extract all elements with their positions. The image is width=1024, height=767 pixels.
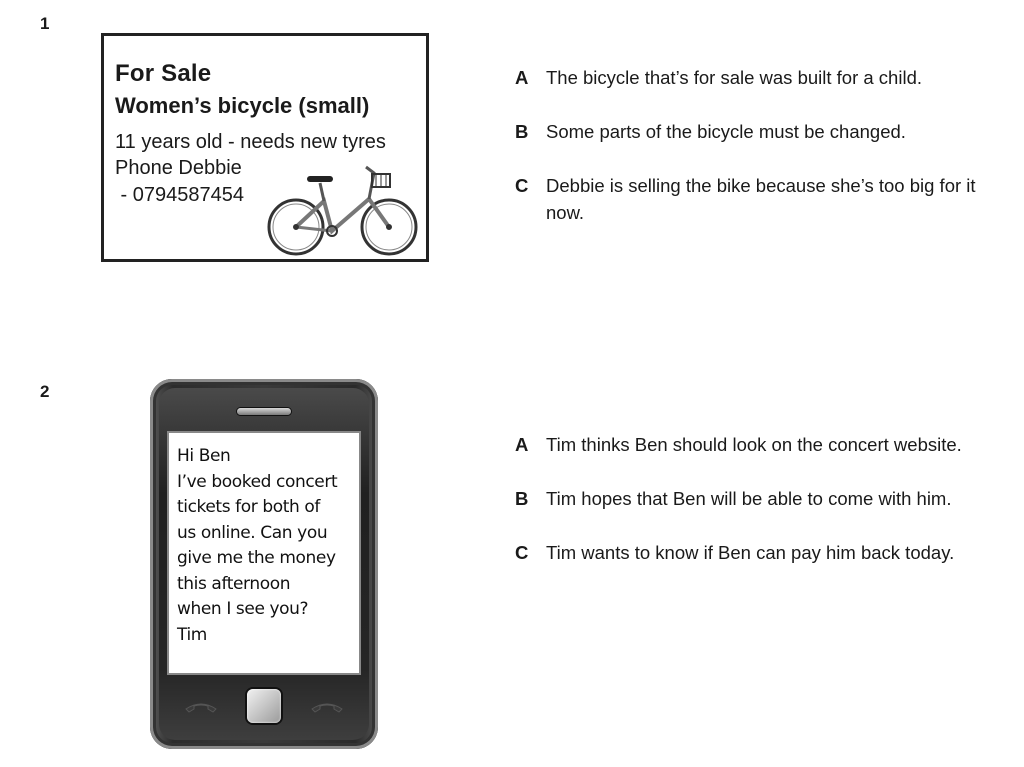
- option-letter: C: [515, 542, 529, 563]
- option-a: [515, 64, 985, 91]
- message-line: this afternoon: [177, 573, 291, 594]
- message-line: tickets for both of: [177, 497, 320, 517]
- option-text: Tim wants to know if Ben can pay him back today.: [546, 542, 955, 563]
- message-line: give me the money: [177, 548, 336, 568]
- home-button-icon: [247, 689, 281, 723]
- advert-subtitle: Women’s bicycle (small): [115, 93, 370, 118]
- speaker-icon: [237, 408, 291, 415]
- mobile-phone: [150, 379, 378, 749]
- option-c: [515, 172, 985, 226]
- message-line: when I see you?: [177, 599, 309, 619]
- message-line: I’ve booked concert: [177, 471, 338, 492]
- advert-title: For Sale: [115, 60, 212, 87]
- advert-line: 11 years old - needs new tyres: [115, 131, 386, 153]
- option-text: Some parts of the bicycle must be changed.: [546, 121, 906, 142]
- option-b: [515, 485, 985, 512]
- option-letter: A: [515, 434, 529, 455]
- phone-screen: [167, 431, 361, 675]
- option-c: [515, 539, 985, 566]
- option-b: [515, 118, 985, 145]
- option-letter: C: [515, 175, 529, 196]
- call-icon: [184, 701, 218, 713]
- question-2-options: [515, 431, 985, 593]
- bicycle-icon: [266, 159, 420, 257]
- question-number-1: 1: [40, 14, 50, 33]
- end-call-icon: [310, 701, 344, 713]
- question-number-2: 2: [40, 382, 50, 401]
- option-text: Tim thinks Ben should look on the concert website.: [546, 434, 962, 455]
- for-sale-advert: [101, 33, 429, 262]
- option-text: The bicycle that’s for sale was built for a child.: [546, 67, 922, 88]
- option-a: [515, 431, 985, 458]
- question-1-options: [515, 64, 985, 253]
- option-letter: A: [515, 67, 529, 88]
- message-line: Hi Ben: [177, 446, 231, 466]
- option-letter: B: [515, 488, 529, 509]
- message-line: us online. Can you: [177, 522, 328, 543]
- option-text: Tim hopes that Ben will be able to come with him.: [546, 488, 952, 509]
- advert-line: Phone Debbie: [115, 157, 242, 179]
- option-letter: B: [515, 121, 529, 142]
- text-message: [177, 444, 353, 648]
- option-text: Debbie is selling the bike because she’s too big for it now.: [546, 175, 976, 223]
- advert-line: - 0794587454: [115, 184, 245, 206]
- message-line: Tim: [177, 624, 207, 645]
